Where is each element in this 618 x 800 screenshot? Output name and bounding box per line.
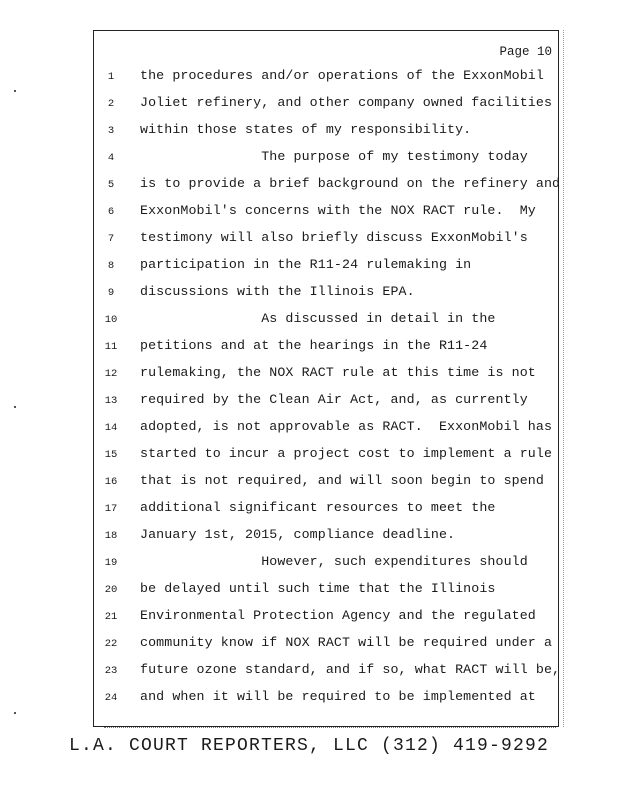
line-number: 14 [104, 422, 118, 434]
line-number: 19 [104, 557, 118, 569]
transcript-line: community know if NOX RACT will be required under a [140, 635, 553, 650]
line-number: 18 [104, 530, 118, 542]
page-number: Page 10 [499, 45, 552, 59]
line-number: 6 [107, 206, 115, 218]
transcript-line: The purpose of my testimony today [140, 149, 528, 164]
transcript-line: January 1st, 2015, compliance deadline. [140, 527, 456, 542]
line-number: 11 [104, 341, 118, 353]
transcript-line: future ozone standard, and if so, what RACT will be, [140, 662, 561, 677]
transcript-line: As discussed in detail in the [140, 311, 496, 326]
right-margin-rule [563, 30, 565, 727]
transcript-line: ExxonMobil's concerns with the NOX RACT rule. My [140, 203, 536, 218]
line-number: 24 [104, 692, 118, 704]
transcript-line: started to incur a project cost to implement a rule [140, 446, 553, 461]
line-number: 2 [107, 98, 115, 110]
bottom-margin-rule [104, 727, 556, 728]
line-number: 12 [104, 368, 118, 380]
transcript-line: be delayed until such time that the Illinois [140, 581, 496, 596]
line-number: 17 [104, 503, 118, 515]
transcript-line: testimony will also briefly discuss ExxonMobil's [140, 230, 528, 245]
line-number: 15 [104, 449, 118, 461]
transcript-line: adopted, is not approvable as RACT. ExxonMobil has [140, 419, 553, 434]
line-number: 10 [104, 314, 118, 326]
transcript-line: the procedures and/or operations of the ExxonMobil [140, 68, 544, 83]
transcript-line: petitions and at the hearings in the R11-24 [140, 338, 488, 353]
line-number: 9 [107, 287, 115, 299]
line-number: 13 [104, 395, 118, 407]
line-number: 4 [107, 152, 115, 164]
margin-mark [14, 90, 16, 92]
transcript-page-frame [93, 30, 559, 727]
transcript-line: required by the Clean Air Act, and, as currently [140, 392, 528, 407]
line-number: 23 [104, 665, 118, 677]
line-number: 20 [104, 584, 118, 596]
line-number: 7 [107, 233, 115, 245]
transcript-line: However, such expenditures should [140, 554, 528, 569]
line-number: 5 [107, 179, 115, 191]
transcript-line: within those states of my responsibility. [140, 122, 472, 137]
margin-mark [14, 406, 16, 408]
transcript-line: that is not required, and will soon begin to spend [140, 473, 544, 488]
line-number: 1 [107, 71, 115, 83]
transcript-line: participation in the R11-24 rulemaking in [140, 257, 472, 272]
line-number: 8 [107, 260, 115, 272]
transcript-line: additional significant resources to meet the [140, 500, 496, 515]
transcript-line: rulemaking, the NOX RACT rule at this time is not [140, 365, 536, 380]
line-number: 3 [107, 125, 115, 137]
transcript-line: is to provide a brief background on the refinery and [140, 176, 561, 191]
transcript-line: Environmental Protection Agency and the regulated [140, 608, 536, 623]
transcript-line: and when it will be required to be implemented at [140, 689, 536, 704]
line-number: 16 [104, 476, 118, 488]
transcript-line: Joliet refinery, and other company owned facilities [140, 95, 553, 110]
court-reporter-footer: L.A. COURT REPORTERS, LLC (312) 419-9292 [68, 736, 550, 756]
transcript-line: discussions with the Illinois EPA. [140, 284, 415, 299]
line-number: 21 [104, 611, 118, 623]
margin-mark [14, 712, 16, 714]
line-number: 22 [104, 638, 118, 650]
